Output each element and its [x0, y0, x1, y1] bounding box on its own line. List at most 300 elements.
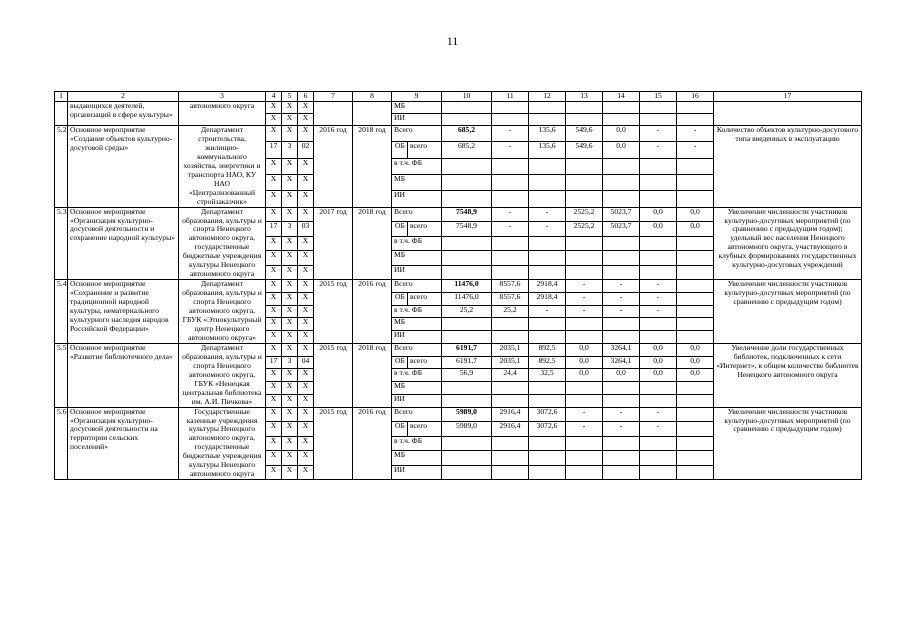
row-number-cell: 5.3	[55, 207, 68, 280]
amount-cell	[529, 191, 566, 207]
amount-cell	[566, 191, 603, 207]
code-cell: X	[298, 251, 314, 266]
row-number-cell	[55, 102, 68, 126]
amount-cell: 0,0	[566, 369, 603, 382]
funding-level-cell	[392, 292, 442, 305]
amount-cell	[529, 318, 566, 331]
code-cell: X	[298, 331, 314, 344]
code-cell: X	[266, 407, 282, 422]
amount-cell: -	[603, 292, 640, 305]
measure-name-cell: Основное мероприятие «Организация культурно-досуговой деятельности и сохранение народной культуры»	[68, 207, 179, 280]
amount-cell	[677, 451, 714, 466]
amount-cell: 0,0	[640, 356, 677, 369]
amount-cell: 0,0	[640, 207, 677, 222]
amount-cell: -	[492, 207, 529, 222]
amount-cell	[566, 265, 603, 280]
amount-cell	[677, 114, 714, 126]
amount-cell: -	[529, 222, 566, 237]
code-cell: X	[266, 114, 282, 126]
amount-cell: -	[566, 292, 603, 305]
start-year-cell: 2015 год	[314, 407, 353, 480]
end-year-cell	[353, 102, 392, 126]
amount-cell: 25,2	[442, 305, 492, 318]
amount-cell: -	[566, 422, 603, 437]
result-indicator-cell: Увеличение численности участников культурно-досуговых мероприятий (по сравнению с предыдущим годом)	[714, 280, 862, 344]
amount-cell	[492, 436, 529, 451]
amount-cell	[603, 251, 640, 266]
amount-cell	[677, 305, 714, 318]
code-cell: 04	[298, 356, 314, 369]
amount-cell	[640, 394, 677, 407]
code-cell: X	[282, 343, 298, 356]
amount-cell	[677, 265, 714, 280]
funding-level-cell: в т.ч. ФБ	[392, 305, 442, 318]
code-cell: X	[266, 102, 282, 114]
amount-cell: 5023,7	[603, 207, 640, 222]
start-year-cell: 2017 год	[314, 207, 353, 280]
code-cell: 3	[282, 356, 298, 369]
amount-cell	[529, 265, 566, 280]
code-cell: X	[298, 436, 314, 451]
amount-cell	[492, 451, 529, 466]
amount-cell: -	[566, 407, 603, 422]
amount-cell	[677, 191, 714, 207]
amount-cell	[677, 382, 714, 395]
amount-cell	[442, 251, 492, 266]
funding-level-cell	[392, 356, 442, 369]
amount-cell: 0,0	[640, 369, 677, 382]
amount-cell	[603, 331, 640, 344]
amount-cell: 2035,1	[492, 356, 529, 369]
column-number-header: 16	[677, 92, 714, 102]
amount-cell	[640, 102, 677, 114]
amount-cell	[640, 236, 677, 251]
amount-cell	[492, 382, 529, 395]
code-cell: X	[266, 292, 282, 305]
executor-cell: Департамент строительства, жилищно-коммунального хозяйства, энергетики и транспорта НАО, КУ НАО «Централизованный стройзаказчик»	[179, 126, 266, 208]
funding-level-cell: Всего	[392, 343, 442, 356]
funding-level-cell: МБ	[392, 174, 442, 190]
amount-cell	[492, 158, 529, 174]
amount-cell	[442, 331, 492, 344]
amount-cell: -	[492, 142, 529, 158]
code-cell: X	[298, 114, 314, 126]
funding-level-cell	[392, 422, 442, 437]
funding-level-cell: ИИ	[392, 394, 442, 407]
code-cell: X	[298, 191, 314, 207]
amount-cell: -	[640, 305, 677, 318]
amount-cell	[640, 191, 677, 207]
funding-level-cell: МБ	[392, 318, 442, 331]
amount-cell	[529, 102, 566, 114]
column-number-header: 10	[442, 92, 492, 102]
code-cell: X	[282, 280, 298, 293]
code-cell: 3	[282, 222, 298, 237]
amount-cell	[677, 280, 714, 293]
amount-cell	[640, 114, 677, 126]
amount-cell	[677, 292, 714, 305]
amount-cell	[566, 436, 603, 451]
funding-level-cell: ИИ	[392, 191, 442, 207]
amount-cell	[492, 465, 529, 480]
amount-cell: 2525,2	[566, 222, 603, 237]
amount-cell: -	[640, 142, 677, 158]
amount-cell: 2525,2	[566, 207, 603, 222]
amount-cell	[442, 318, 492, 331]
amount-cell	[640, 465, 677, 480]
amount-cell	[603, 102, 640, 114]
code-cell: X	[266, 422, 282, 437]
result-indicator-cell: Увеличение доли государственных библиотек, подключенных к сети «Интернет», в общем количестве библиотек Ненецкого автономного округа	[714, 343, 862, 407]
amount-cell	[529, 236, 566, 251]
amount-cell	[640, 318, 677, 331]
column-number-header: 4	[266, 92, 282, 102]
amount-cell: 0,0	[603, 126, 640, 142]
amount-cell	[529, 436, 566, 451]
code-cell: 3	[282, 142, 298, 158]
amount-cell	[492, 174, 529, 190]
start-year-cell: 2016 год	[314, 126, 353, 208]
code-cell: X	[266, 265, 282, 280]
amount-cell: 892,5	[529, 343, 566, 356]
amount-cell: 7548,9	[442, 222, 492, 237]
ob-total-label: всего	[410, 356, 428, 365]
amount-cell	[603, 382, 640, 395]
column-number-header: 1	[55, 92, 68, 102]
code-cell: X	[298, 292, 314, 305]
end-year-cell: 2018 год	[353, 126, 392, 208]
code-cell: 17	[266, 356, 282, 369]
measure-name-cell: Основное мероприятие «Развитие библиотечного дела»	[68, 343, 179, 407]
code-cell: X	[282, 318, 298, 331]
amount-cell	[492, 331, 529, 344]
amount-cell	[442, 158, 492, 174]
code-cell: X	[298, 174, 314, 190]
executor-cell: Департамент образования, культуры и спорта Ненецкого автономного округа, государственные бюджетные учреждения культуры Ненецкого автономного округа	[179, 207, 266, 280]
code-cell: 03	[298, 222, 314, 237]
code-cell: X	[298, 102, 314, 114]
amount-cell	[603, 436, 640, 451]
amount-cell: 0,0	[677, 222, 714, 237]
amount-cell: 8557,6	[492, 280, 529, 293]
amount-cell	[566, 465, 603, 480]
code-cell: X	[298, 305, 314, 318]
amount-cell: 8557,6	[492, 292, 529, 305]
code-cell: X	[298, 451, 314, 466]
ob-total-label: всего	[410, 221, 428, 231]
ob-total-label: всего	[410, 421, 428, 431]
funding-level-cell: ИИ	[392, 114, 442, 126]
amount-cell: 5989,0	[442, 407, 492, 422]
code-cell: X	[282, 305, 298, 318]
code-cell: X	[282, 436, 298, 451]
amount-cell: 6191,7	[442, 356, 492, 369]
amount-cell: -	[640, 280, 677, 293]
amount-cell	[492, 265, 529, 280]
amount-cell	[492, 102, 529, 114]
start-year-cell: 2015 год	[314, 280, 353, 344]
column-number-header: 3	[179, 92, 266, 102]
amount-cell: 0,0	[640, 222, 677, 237]
amount-cell	[442, 114, 492, 126]
funding-level-cell: МБ	[392, 251, 442, 266]
funding-level-cell: ИИ	[392, 265, 442, 280]
amount-cell	[603, 158, 640, 174]
amount-cell	[566, 318, 603, 331]
code-cell: X	[298, 407, 314, 422]
amount-cell	[677, 436, 714, 451]
code-cell: X	[298, 265, 314, 280]
amount-cell	[529, 465, 566, 480]
amount-cell: 3264,1	[603, 356, 640, 369]
ob-total-label: всего	[410, 292, 428, 301]
amount-cell	[640, 174, 677, 190]
amount-cell: 7548,9	[442, 207, 492, 222]
amount-cell: 0,0	[566, 343, 603, 356]
funding-level-cell: ИИ	[392, 465, 442, 480]
row-number-cell: 5.6	[55, 407, 68, 480]
amount-cell	[677, 331, 714, 344]
table-row	[55, 343, 862, 356]
amount-cell: 5023,7	[603, 222, 640, 237]
amount-cell: 135,6	[529, 126, 566, 142]
amount-cell: 11476,0	[442, 292, 492, 305]
amount-cell	[566, 174, 603, 190]
amount-cell	[492, 114, 529, 126]
amount-cell	[442, 394, 492, 407]
code-cell: X	[298, 158, 314, 174]
executor-cell: Государственные казенные учреждения культуры Ненецкого автономного округа, государственные бюджетные учреждения культуры Ненецкого автономного округа	[179, 407, 266, 480]
code-cell: X	[266, 305, 282, 318]
amount-cell	[640, 251, 677, 266]
code-cell: X	[298, 280, 314, 293]
amount-cell	[677, 102, 714, 114]
amount-cell: -	[492, 126, 529, 142]
funding-level-cell	[392, 142, 442, 158]
code-cell: X	[282, 382, 298, 395]
column-number-header: 6	[298, 92, 314, 102]
amount-cell	[566, 251, 603, 266]
code-cell: X	[282, 158, 298, 174]
amount-cell	[640, 331, 677, 344]
amount-cell	[442, 174, 492, 190]
code-cell: X	[298, 465, 314, 480]
funding-level-cell: Всего	[392, 126, 442, 142]
column-number-header: 5	[282, 92, 298, 102]
column-number-header: 8	[353, 92, 392, 102]
amount-cell	[603, 451, 640, 466]
code-cell: X	[266, 158, 282, 174]
funding-level-cell: в т.ч. ФБ	[392, 158, 442, 174]
code-cell: X	[266, 382, 282, 395]
amount-cell: 0,0	[640, 343, 677, 356]
amount-cell	[677, 236, 714, 251]
code-cell: X	[298, 422, 314, 437]
amount-cell	[492, 394, 529, 407]
code-cell: X	[266, 331, 282, 344]
column-number-header: 12	[529, 92, 566, 102]
column-number-header: 2	[68, 92, 179, 102]
amount-cell	[677, 407, 714, 422]
amount-cell: 25,2	[492, 305, 529, 318]
amount-cell	[529, 394, 566, 407]
amount-cell: -	[640, 126, 677, 142]
code-cell: X	[266, 318, 282, 331]
code-cell: X	[266, 280, 282, 293]
column-number-header: 9	[392, 92, 442, 102]
code-cell: X	[282, 394, 298, 407]
column-number-header: 15	[640, 92, 677, 102]
code-cell: X	[266, 451, 282, 466]
executor-cell: Департамент образования, культуры и спорта Ненецкого автономного округа, ГБУК «Этнокультурный центр Ненецкого автономного округа»	[179, 280, 266, 344]
amount-cell	[677, 158, 714, 174]
table-row	[55, 102, 862, 114]
amount-cell: 0,0	[603, 369, 640, 382]
amount-cell	[640, 451, 677, 466]
amount-cell: 549,6	[566, 142, 603, 158]
amount-cell	[492, 251, 529, 266]
code-cell: X	[282, 114, 298, 126]
column-number-header: 14	[603, 92, 640, 102]
code-cell: X	[298, 382, 314, 395]
code-cell: X	[266, 236, 282, 251]
amount-cell	[492, 236, 529, 251]
amount-cell: -	[529, 305, 566, 318]
code-cell: X	[266, 126, 282, 142]
code-cell: X	[282, 292, 298, 305]
code-cell: X	[282, 126, 298, 142]
ob-label: ОБ	[394, 422, 408, 436]
amount-cell: -	[603, 305, 640, 318]
header-row	[55, 92, 862, 102]
amount-cell	[442, 265, 492, 280]
amount-cell: 0,0	[677, 343, 714, 356]
table-row	[55, 126, 862, 142]
amount-cell	[566, 114, 603, 126]
code-cell: X	[266, 207, 282, 222]
amount-cell: -	[603, 407, 640, 422]
amount-cell	[677, 465, 714, 480]
code-cell: X	[282, 174, 298, 190]
table-row	[55, 207, 862, 222]
amount-cell	[677, 422, 714, 437]
amount-cell: -	[640, 292, 677, 305]
amount-cell: 6191,7	[442, 343, 492, 356]
amount-cell: -	[492, 222, 529, 237]
measure-name-cell: Основное мероприятие «Сохранение и развитие традиционной народной культуры, нематериального культурного наследия народов Российской Федерации»	[68, 280, 179, 344]
amount-cell	[603, 174, 640, 190]
table-row	[55, 407, 862, 422]
amount-cell: 3072,6	[529, 422, 566, 437]
funding-level-cell: в т.ч. ФБ	[392, 436, 442, 451]
program-table	[54, 91, 862, 480]
amount-cell: 685,2	[442, 142, 492, 158]
result-indicator-cell: Количество объектов культурно-досугового типа введенных в эксплуатацию	[714, 126, 862, 208]
amount-cell	[492, 191, 529, 207]
amount-cell	[603, 318, 640, 331]
amount-cell	[677, 174, 714, 190]
amount-cell	[603, 465, 640, 480]
amount-cell: -	[677, 126, 714, 142]
amount-cell	[529, 251, 566, 266]
row-number-cell: 5.5	[55, 343, 68, 407]
end-year-cell: 2018 год	[353, 343, 392, 407]
code-cell: X	[298, 126, 314, 142]
amount-cell: 11476,0	[442, 280, 492, 293]
amount-cell	[442, 191, 492, 207]
amount-cell: -	[529, 207, 566, 222]
row-number-cell: 5.2	[55, 126, 68, 208]
amount-cell: 549,6	[566, 126, 603, 142]
code-cell: X	[298, 236, 314, 251]
amount-cell	[442, 382, 492, 395]
funding-level-cell: Всего	[392, 407, 442, 422]
code-cell: X	[298, 318, 314, 331]
end-year-cell: 2016 год	[353, 280, 392, 344]
amount-cell: 2035,1	[492, 343, 529, 356]
funding-level-cell: в т.ч. ФБ	[392, 369, 442, 382]
result-indicator-cell: Увеличение численности участников культурно-досуговых мероприятий (по сравнению с предыдущим годом); удельный вес населения Ненецкого автономного округа, участвующего в клубных формированиях государственных культурно-досуговых учреждений	[714, 207, 862, 280]
amount-cell: 0,0	[603, 142, 640, 158]
funding-level-cell	[392, 222, 442, 237]
funding-level-cell: МБ	[392, 451, 442, 466]
amount-cell: 2916,4	[492, 407, 529, 422]
ob-label: ОБ	[394, 222, 408, 236]
start-year-cell	[314, 102, 353, 126]
table-row	[55, 280, 862, 293]
code-cell: X	[282, 265, 298, 280]
column-number-header: 11	[492, 92, 529, 102]
amount-cell: 32,5	[529, 369, 566, 382]
code-cell: X	[282, 465, 298, 480]
code-cell: X	[282, 207, 298, 222]
measure-name-cell: Основное мероприятие «Организация культурно-досуговой деятельности на территории сельских поселений»	[68, 407, 179, 480]
ob-label: ОБ	[394, 357, 408, 369]
amount-cell	[442, 451, 492, 466]
code-cell: X	[266, 465, 282, 480]
amount-cell	[529, 158, 566, 174]
code-cell: X	[282, 236, 298, 251]
end-year-cell: 2016 год	[353, 407, 392, 480]
code-cell: X	[282, 407, 298, 422]
amount-cell: 135,6	[529, 142, 566, 158]
amount-cell: -	[640, 407, 677, 422]
amount-cell	[442, 236, 492, 251]
amount-cell: 685,2	[442, 126, 492, 142]
amount-cell: 5989,0	[442, 422, 492, 437]
funding-level-cell: Всего	[392, 207, 442, 222]
funding-level-cell: МБ	[392, 102, 442, 114]
code-cell: X	[266, 436, 282, 451]
ob-label: ОБ	[394, 293, 408, 305]
amount-cell	[603, 236, 640, 251]
amount-cell	[566, 236, 603, 251]
amount-cell: 2918,4	[529, 280, 566, 293]
amount-cell	[566, 331, 603, 344]
amount-cell	[677, 394, 714, 407]
code-cell: 17	[266, 142, 282, 158]
funding-level-cell: МБ	[392, 382, 442, 395]
amount-cell: 0,0	[677, 207, 714, 222]
amount-cell: 892,5	[529, 356, 566, 369]
amount-cell: 0,0	[677, 356, 714, 369]
page-number: 11	[446, 34, 459, 48]
amount-cell	[566, 102, 603, 114]
amount-cell: 0,0	[677, 369, 714, 382]
code-cell: X	[298, 369, 314, 382]
amount-cell	[677, 251, 714, 266]
amount-cell	[640, 382, 677, 395]
